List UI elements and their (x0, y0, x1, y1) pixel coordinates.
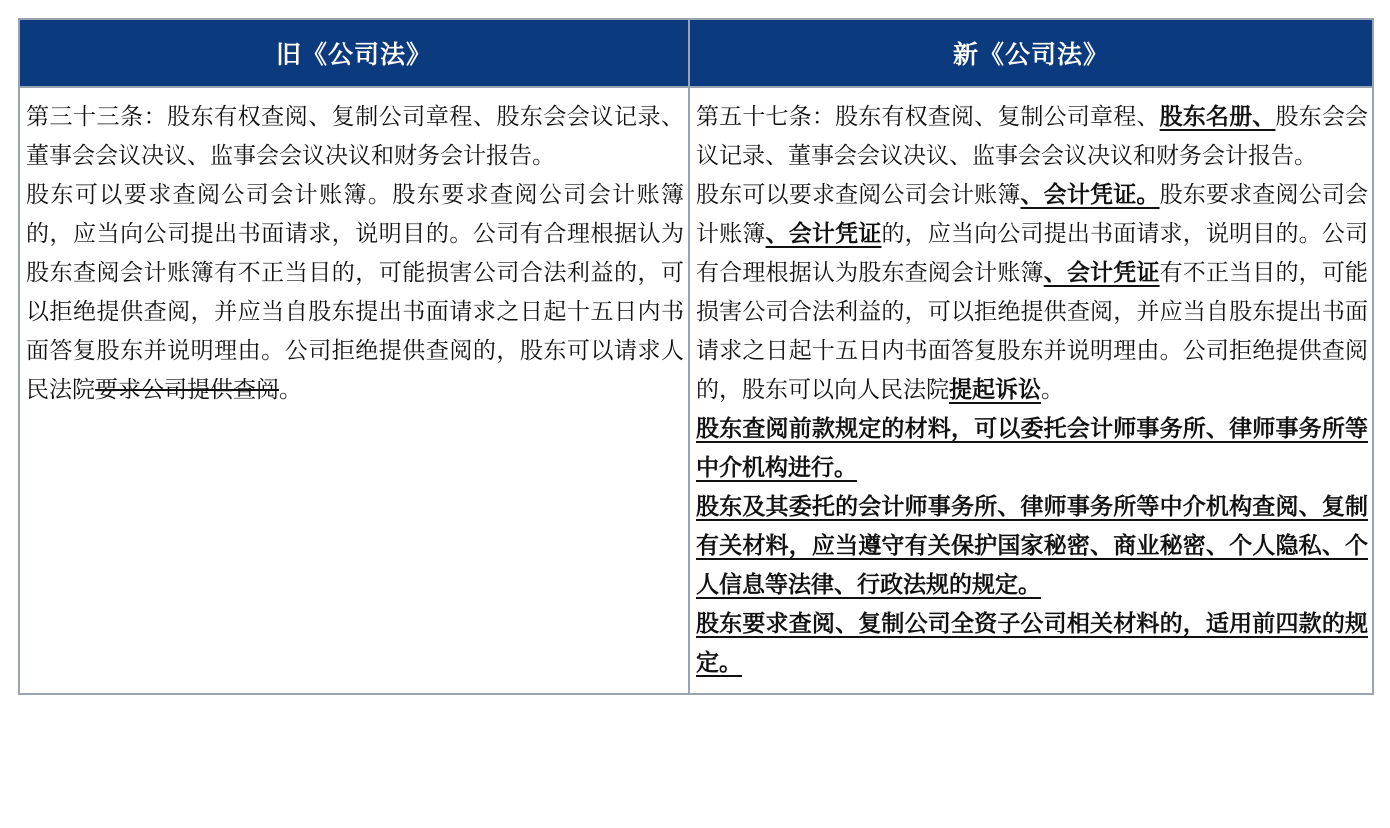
old-p2-text: 股东可以要求查阅公司会计账簿。股东要求查阅公司会计账簿的，应当向公司提出书面请求，说明目的。公司有合理根据认为股东查阅会计账簿有不正当目的，可能损害公司合法利益的，可以拒绝提供查阅，并应当自股东提出书面请求之日起十五日内书面答复股东并说明理由。公司拒绝提供查阅的，股东可以请求人民法院 (26, 182, 684, 403)
new-p1-text-b: 股东会会议记录、董事会会议决议、监事会会议决议和财务会计报告。 (696, 104, 1369, 169)
old-law-header: 旧《公司法》 (19, 19, 689, 87)
deleted-text: 要求公司提供查阅 (95, 377, 279, 403)
old-article-paragraph-2 (26, 176, 684, 410)
new-p2-text-b: 股东要求查阅公司会计账簿 (696, 182, 1369, 247)
new-p2-text-c: 的，应当向公司提出书面请求，说明目的。公司有合理根据认为股东查阅会计账簿 (696, 221, 1369, 286)
new-article-paragraph-2 (696, 176, 1368, 410)
new-p2-text-a: 股东可以要求查阅公司会计账簿 (696, 182, 1021, 208)
added-text-file-lawsuit: 提起诉讼 (949, 377, 1041, 403)
new-p2-text-e: 。 (1041, 377, 1064, 403)
new-p1-text-a: 第五十七条：股东有权查阅、复制公司章程、 (696, 104, 1160, 130)
added-text-accounting-voucher-2: 、会计凭证 (765, 221, 882, 247)
old-article-paragraph-1: 第三十三条：股东有权查阅、复制公司章程、股东会会议记录、董事会会议决议、监事会会议决议和财务会计报告。 (26, 104, 684, 169)
added-paragraph-5: 股东要求查阅、复制公司全资子公司相关材料的，适用前四款的规定。 (696, 611, 1368, 676)
added-paragraph-3: 股东查阅前款规定的材料，可以委托会计师事务所、律师事务所等中介机构进行。 (696, 416, 1368, 481)
header-row (19, 19, 1373, 87)
content-row (19, 87, 1373, 694)
new-article-paragraph-4 (696, 488, 1368, 605)
added-text-accounting-voucher-3: 、会计凭证 (1043, 260, 1160, 286)
comparison-table (18, 18, 1374, 695)
added-text-shareholder-register: 股东名册、 (1159, 104, 1276, 130)
new-law-header: 新《公司法》 (689, 19, 1373, 87)
new-law-cell (689, 87, 1373, 694)
new-article-paragraph-3 (696, 410, 1368, 488)
new-article-paragraph-5 (696, 605, 1368, 683)
comparison-table-wrapper (18, 18, 1372, 695)
old-p2-end: 。 (279, 377, 302, 403)
added-text-accounting-voucher-1: 、会计凭证。 (1020, 182, 1160, 208)
new-p2-text-d: 有不正当目的，可能损害公司合法利益的，可以拒绝提供查阅，并应当自股东提出书面请求之日起十五日内书面答复股东并说明理由。公司拒绝提供查阅的，股东可以向人民法院 (696, 260, 1369, 403)
new-article-paragraph-1 (696, 98, 1368, 176)
added-paragraph-4: 股东及其委托的会计师事务所、律师事务所等中介机构查阅、复制有关材料，应当遵守有关保护国家秘密、商业秘密、个人隐私、个人信息等法律、行政法规的规定。 (696, 494, 1368, 598)
old-law-cell (19, 87, 689, 694)
